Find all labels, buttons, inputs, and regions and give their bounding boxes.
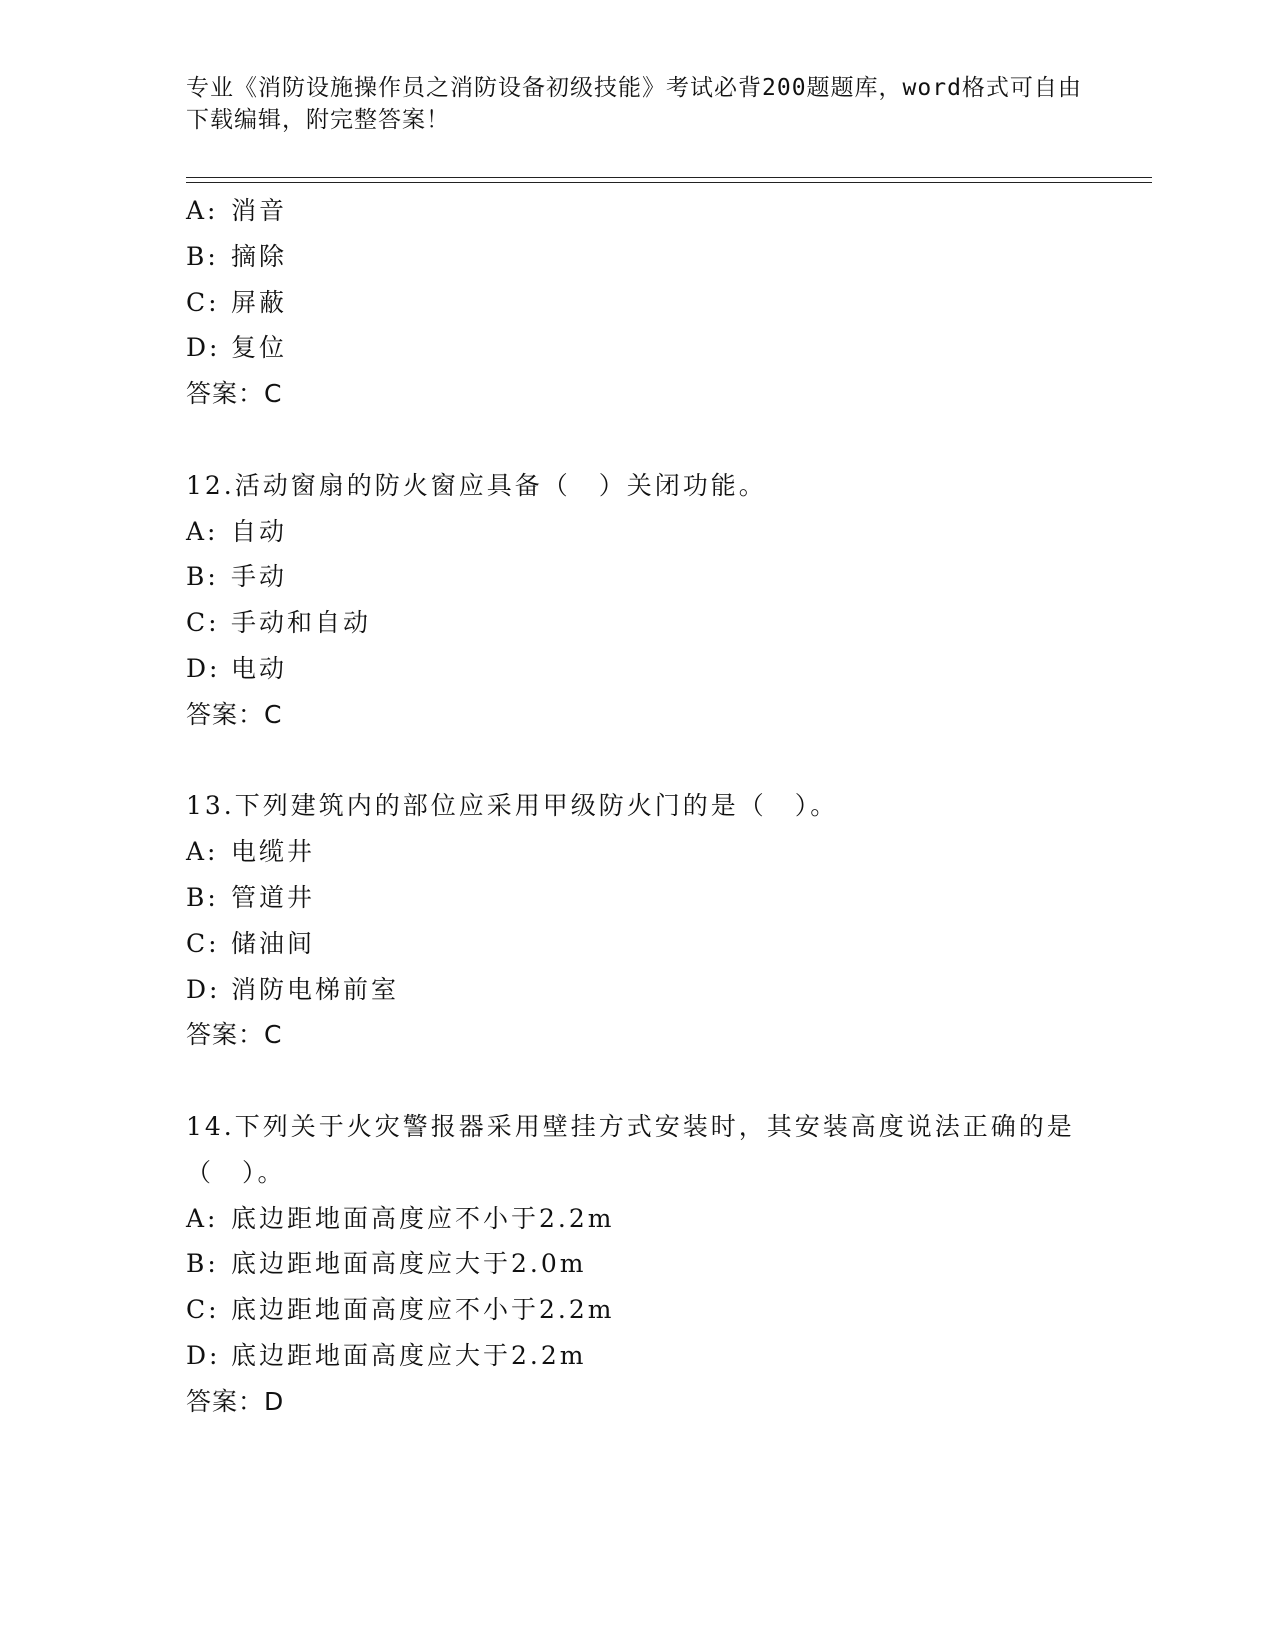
option-line [186,1241,1086,1287]
option-line [186,829,1086,875]
option-line [186,325,1086,371]
option-line [186,234,1086,280]
option-label: D: [186,1340,221,1370]
option-label: B: [186,1249,219,1279]
option-text: 储油间 [231,928,316,958]
option-line [186,1287,1086,1333]
option-text: 自动 [231,516,288,546]
question-stem: 12.活动窗扇的防火窗应具备（ ）关闭功能。 [186,470,767,500]
option-text: 屏蔽 [231,287,288,317]
option-line [186,509,1086,555]
question-block-12 [186,463,1086,738]
option-label: B: [186,241,219,271]
option-line [186,280,1086,326]
option-line [186,1196,1086,1242]
header-rule-bottom [186,182,1152,183]
option-text: 手动 [231,562,288,592]
option-text: 电动 [231,653,288,683]
option-text: 复位 [231,333,288,363]
option-label: A: [186,196,219,225]
option-line [186,188,1086,234]
answer-line: 答案：D [186,1386,285,1416]
option-line [186,875,1086,921]
option-text: 底边距地面高度应大于2.0m [231,1249,587,1279]
option-text: 管道井 [231,882,316,912]
option-line [186,554,1086,600]
option-text: 底边距地面高度应大于2.2m [231,1340,587,1370]
answer-line: 答案：C [186,379,283,409]
option-text: 手动和自动 [231,608,372,638]
question-block-13 [186,783,1086,1058]
document-body [186,188,1086,1425]
option-label: D: [186,974,221,1004]
document-header: 专业《消防设施操作员之消防设备初级技能》考试必背200题题库，word格式可自由下载编辑，附完整答案！ [186,75,1082,133]
option-line [186,921,1086,967]
option-line [186,600,1086,646]
option-text: 消防电梯前室 [231,974,400,1004]
option-label: A: [186,837,219,867]
option-line [186,646,1086,692]
option-label: A: [186,1203,219,1233]
option-label: C: [186,928,220,958]
option-label: C: [186,1295,220,1325]
question-stem: 13.下列建筑内的部位应采用甲级防火门的是（ ）。 [186,791,839,821]
option-label: B: [186,882,219,912]
header-rule-top [186,177,1152,178]
question-block-prev [186,188,1086,417]
option-text: 底边距地面高度应不小于2.2m [231,1203,615,1233]
option-text: 底边距地面高度应不小于2.2m [231,1295,615,1325]
option-label: C: [186,608,220,638]
option-line [186,1333,1086,1379]
question-block-14 [186,1104,1086,1425]
option-label: A: [186,516,219,546]
option-line [186,967,1086,1013]
option-label: D: [186,653,221,683]
option-label: B: [186,562,219,592]
option-text: 电缆井 [231,837,316,867]
question-stem: 14.下列关于火灾警报器采用壁挂方式安装时，其安装高度说法正确的是（ ）。 [186,1111,1075,1187]
answer-line: 答案：C [186,1020,283,1050]
option-text: 消音 [231,196,288,225]
option-text: 摘除 [231,241,288,271]
answer-line: 答案：C [186,699,283,729]
option-label: D: [186,333,221,363]
option-label: C: [186,287,220,317]
